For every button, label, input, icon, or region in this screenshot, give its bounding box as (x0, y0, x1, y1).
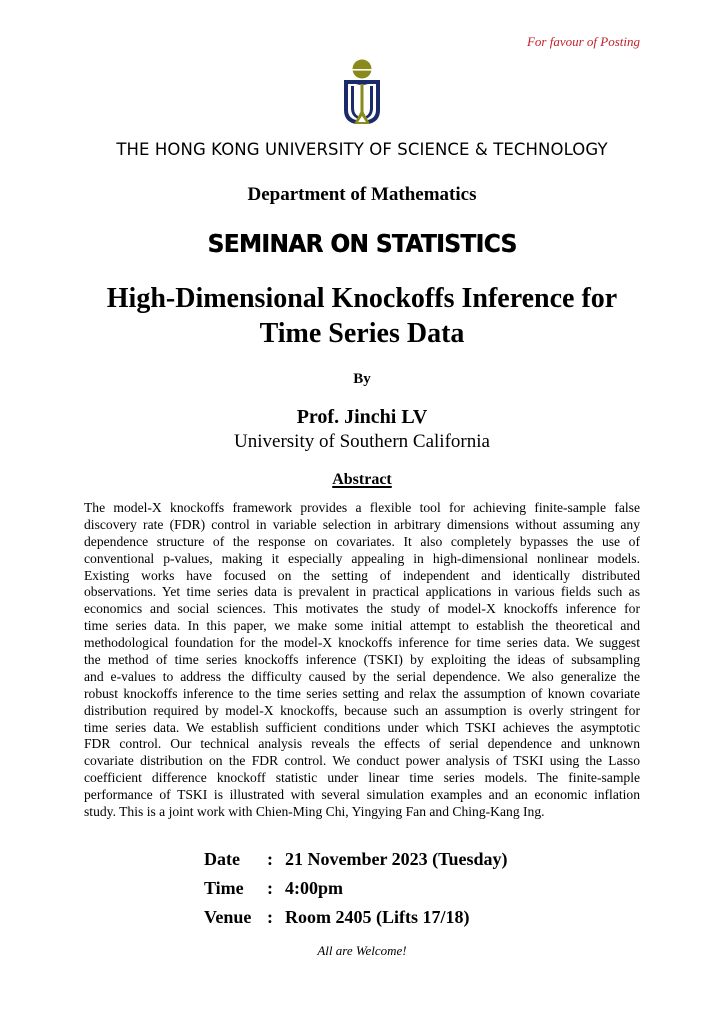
hkust-logo (340, 58, 384, 128)
venue-row (204, 903, 508, 932)
abstract-line (84, 720, 640, 737)
venue-label: Venue (204, 907, 252, 927)
abstract-line (84, 652, 640, 669)
posting-note: For favour of Posting (526, 34, 640, 49)
abstract-line-text: robust knockoffs inference to the time series setting and relax the assumption of known covariate (84, 685, 640, 701)
abstract-line (84, 500, 640, 517)
time-label: Time (204, 878, 244, 898)
abstract-line-text: observations. Yet time series data is prevalent in practical applications in various fields such as (84, 584, 640, 600)
by-label: By (353, 371, 371, 387)
logo-navy-inner-right (366, 86, 373, 119)
abstract-line-text: covariate distribution on the FDR control. We conduct power analysis of TSKI using the Lasso (84, 753, 640, 769)
abstract-line (84, 770, 640, 787)
seminar-series: SEMINAR ON STATISTICS (207, 229, 517, 258)
venue-colon: : (267, 907, 273, 927)
time-value: 4:00pm (285, 878, 343, 898)
abstract-line-text: dependence structure of the response on covariates. It also completely bypasses the use of (84, 533, 640, 549)
venue-value: Room 2405 (Lifts 17/18) (285, 907, 470, 927)
speaker-name: Prof. Jinchi LV (296, 406, 428, 428)
abstract-line (84, 584, 640, 601)
event-details (204, 845, 508, 932)
abstract-line-text: coefficient difference knockoff statistic under linear time series models. The finite-sample (84, 770, 640, 786)
abstract-line-text: study. This is a joint work with Chien-Ming Chi, Yingying Fan and Ching-Kang Ing. (84, 804, 545, 820)
logo-navy-outer-right (368, 84, 380, 124)
abstract-line-text: economics and social sciences. This motivates the study of model-X knockoffs inference for (84, 601, 640, 617)
abstract-heading (0, 471, 724, 489)
date-row (204, 845, 508, 874)
abstract-line (84, 517, 640, 534)
abstract-line (84, 736, 640, 753)
abstract-line (84, 601, 640, 618)
abstract-line (84, 635, 640, 652)
talk-title-line-1: High-Dimensional Knockoffs Inference for (106, 283, 618, 314)
date-value: 21 November 2023 (Tuesday) (285, 849, 508, 869)
abstract-line-text: the method of time series knockoffs inference (TSKI) by exploiting the ideas of subsampling (84, 652, 640, 668)
abstract-line (84, 618, 640, 635)
date-label: Date (204, 849, 240, 869)
abstract-line-text: and e-values to address the difficulty caused by the serial dependence. We also generalize the (84, 668, 640, 684)
abstract-line (84, 551, 640, 568)
abstract-line-text: discovery rate (FDR) control in variable selection in arbitrary dimensions without assuming any (84, 516, 640, 532)
abstract-line (84, 753, 640, 770)
abstract-line (84, 703, 640, 720)
abstract-line-text: performance of TSKI is illustrated with several simulation examples and an economic inflation (84, 787, 640, 803)
abstract-line-text: FDR control. Our technical analysis reveals the effects of serial dependence and unknown (84, 736, 640, 752)
abstract-line-text: distribution required by model-X knockoffs, because such an assumption is overly stringent for (84, 702, 640, 718)
logo-navy-inner (351, 86, 358, 119)
department-name: Department of Mathematics (247, 184, 477, 205)
abstract-line-text: The model-X knockoffs framework provides a flexible tool for achieving finite-sample false (84, 500, 640, 515)
abstract-heading-text: Abstract (332, 471, 392, 488)
time-colon: : (267, 878, 273, 898)
abstract-line (84, 669, 640, 686)
abstract-line-text: methodological foundation for the model-X knockoffs inference for time series data. We suggest (84, 635, 640, 651)
abstract-line (84, 804, 640, 821)
talk-title-line-2: Time Series Data (259, 318, 465, 349)
logo-navy-outer (344, 84, 356, 124)
abstract-line-text: conventional p-values, making it especially appealing in high-dimensional nonlinear models. (84, 550, 640, 566)
date-colon: : (267, 849, 273, 869)
abstract-line-text: time series data. In this paper, we make some initial attempt to establish the theoretical and (84, 618, 640, 634)
abstract-line (84, 534, 640, 551)
welcome-note: All are Welcome! (317, 943, 407, 958)
university-name: THE HONG KONG UNIVERSITY OF SCIENCE & TECHNOLOGY (116, 140, 608, 159)
logo-gold-band (352, 69, 372, 71)
time-row (204, 874, 508, 903)
speaker-affiliation: University of Southern California (234, 431, 490, 452)
abstract-line (84, 686, 640, 703)
abstract-line (84, 787, 640, 804)
abstract-line (84, 568, 640, 585)
abstract-body (84, 500, 640, 821)
abstract-line-text: Existing works have focused on the setting of independent and identically distributed (84, 567, 640, 583)
abstract-line-text: time series data. We establish sufficient conditions under which TSKI achieves the asymptotic (84, 719, 640, 735)
